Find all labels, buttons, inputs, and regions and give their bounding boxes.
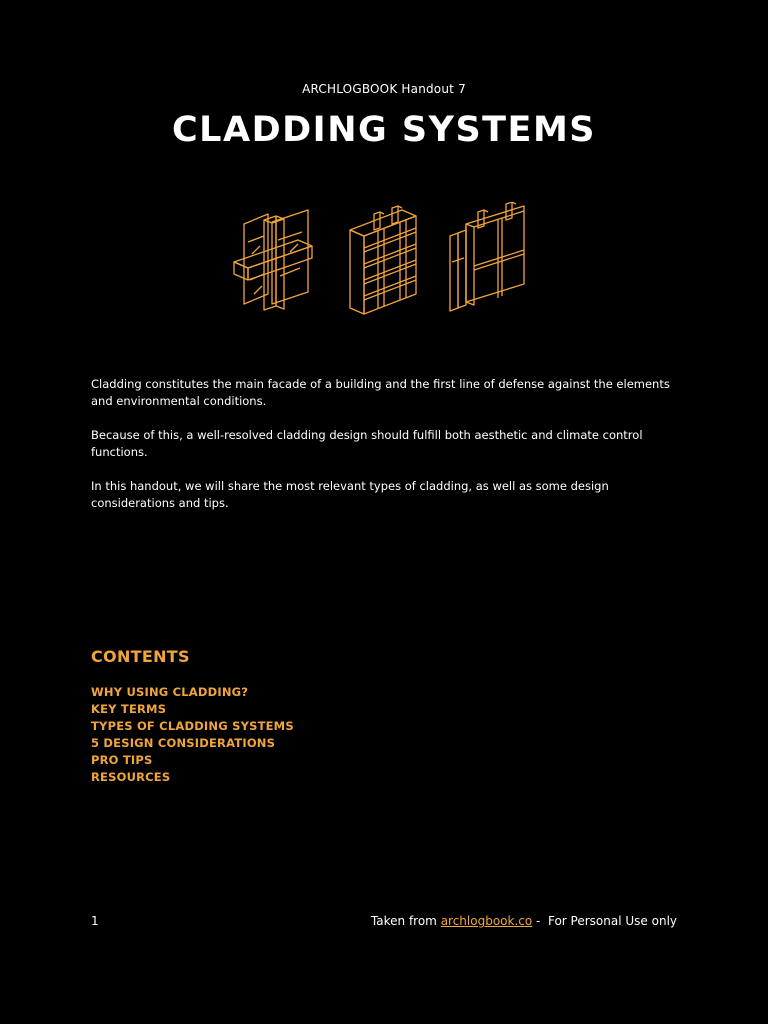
footer-note	[371, 914, 677, 928]
footer-suffix: - For Personal Use only	[532, 914, 677, 928]
contents-item-why-using-cladding[interactable]: WHY USING CLADDING?	[91, 685, 249, 699]
rainscreen-panel-icon	[450, 202, 524, 311]
intro-text	[91, 376, 681, 529]
handout-subtitle: ARCHLOGBOOK Handout 7	[302, 82, 466, 96]
contents-item-types-of-cladding-systems[interactable]: TYPES OF CLADDING SYSTEMS	[91, 719, 294, 733]
contents-item-design-considerations[interactable]: 5 DESIGN CONSIDERATIONS	[91, 736, 276, 750]
contents-item-key-terms[interactable]: KEY TERMS	[91, 702, 167, 716]
intro-paragraph: Because of this, a well-resolved cladding design should fulfill both aesthetic and climate control functions.	[91, 428, 643, 459]
contents-item-pro-tips[interactable]: PRO TIPS	[91, 753, 153, 767]
contents-item-resources[interactable]: RESOURCES	[91, 770, 171, 784]
footer-prefix: Taken from	[370, 914, 441, 928]
intro-paragraph: Cladding constitutes the main facade of a building and the first line of defense against the elements and environmental conditions.	[91, 377, 670, 408]
page-number: 1	[91, 914, 99, 928]
archlogbook-link[interactable]: archlogbook.co	[440, 914, 533, 928]
panel-siding-icon	[350, 206, 416, 314]
curtain-wall-icon	[234, 210, 312, 310]
page-title: CLADDING SYSTEMS	[172, 110, 596, 150]
intro-paragraph: In this handout, we will share the most relevant types of cladding, as well as some design considerations and tips.	[91, 479, 609, 510]
contents-heading: CONTENTS	[91, 647, 190, 666]
contents-list	[91, 684, 294, 786]
cladding-illustrations	[224, 202, 544, 322]
